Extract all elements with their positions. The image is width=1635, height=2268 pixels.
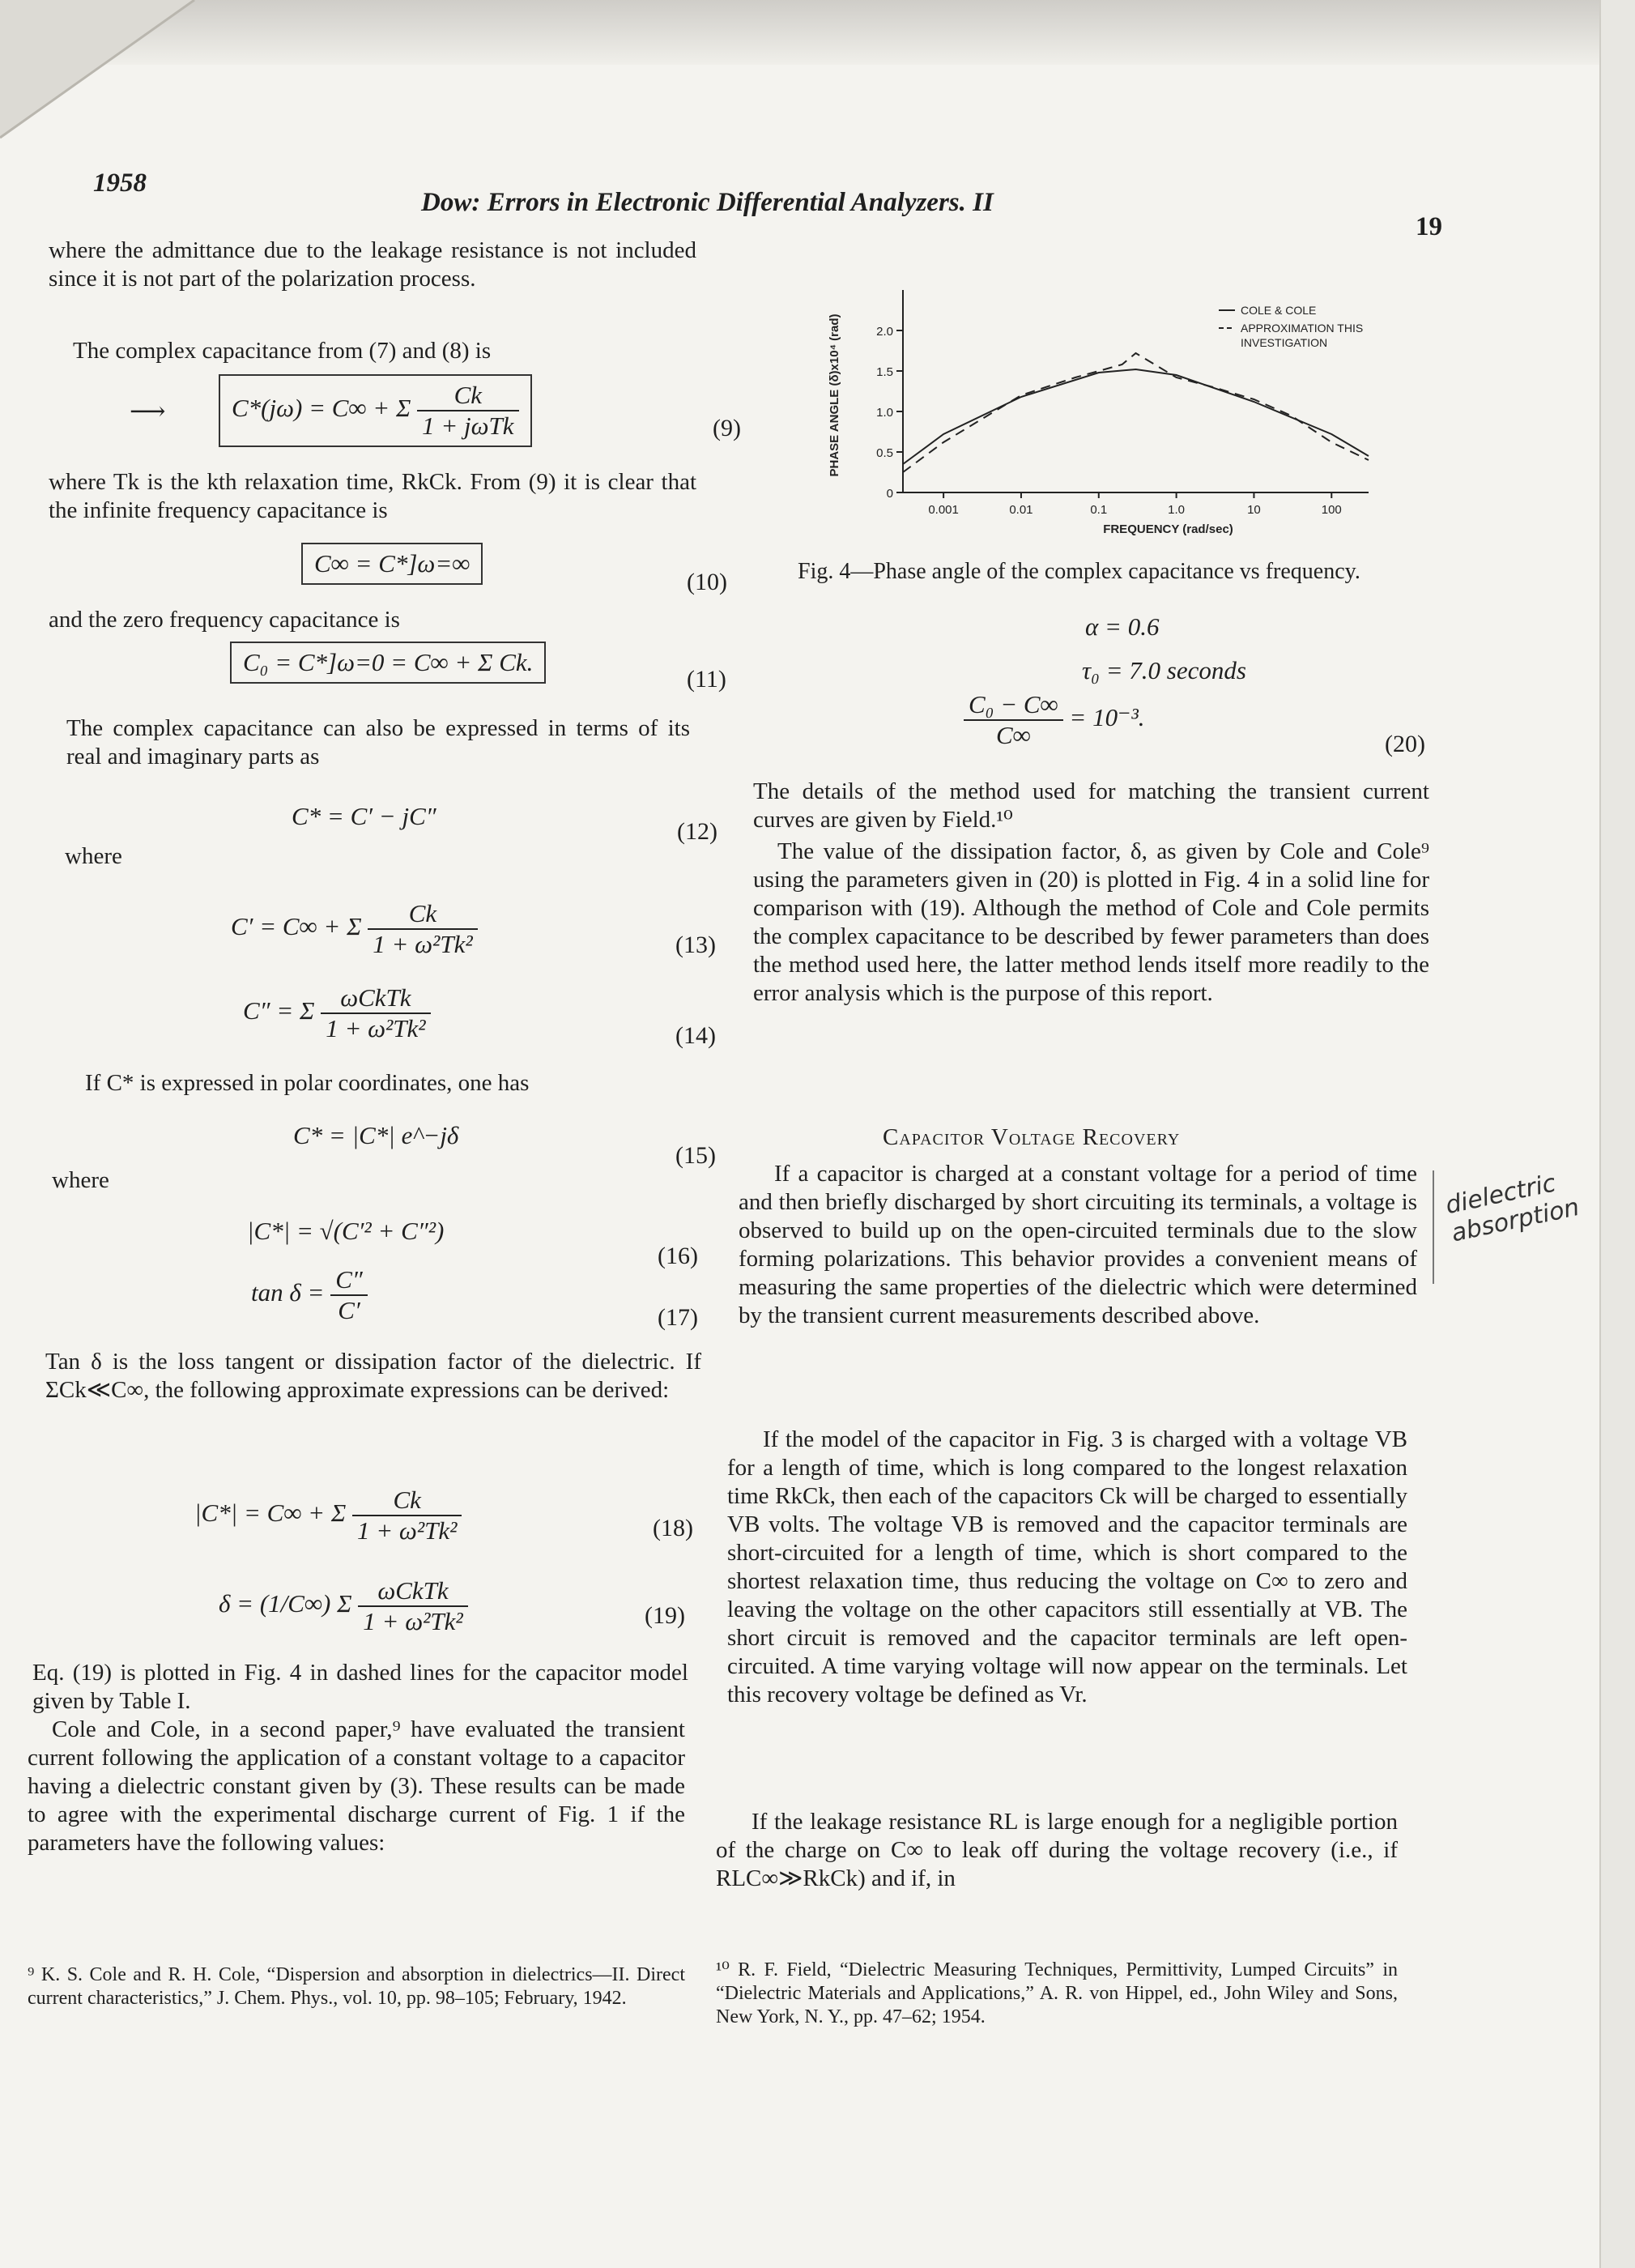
page-number: 19	[1416, 212, 1442, 241]
eq19-fraction	[358, 1576, 467, 1636]
eq13-number: (13)	[675, 932, 716, 958]
section-heading: Capacitor Voltage Recovery	[883, 1124, 1181, 1150]
eq18-number: (18)	[653, 1515, 693, 1541]
equation-20c	[964, 690, 1144, 750]
scan-right-edge	[1599, 0, 1635, 2268]
where-label-1: where	[65, 843, 122, 869]
eq14-num: ωCkTk	[321, 983, 430, 1014]
right-paragraph-4: If the model of the capacitor in Fig. 3 is charged with a voltage VB for a length of time, which is long compared to the longest relaxation time RkCk, then each of the capacitors Ck will be charged to essentially VB volts. The voltage VB is removed and the capacitor terminals are short-circuited for a length of time, which is short compared to the shortest relaxation time, thus reducing the voltage on C∞ to zero and leaving the voltage on the other capacitors still essentially at VB. The short circuit is removed and the capacitor terminals are left open-circuited. A time varying voltage will now appear on the terminals. Let this recovery voltage be defined as Vr.	[727, 1426, 1407, 1707]
eq13-lhs: C′ = C∞ + Σ	[231, 912, 362, 941]
eq19-number: (19)	[645, 1602, 685, 1629]
where-label-2: where	[52, 1167, 109, 1193]
x-tick-label: 0.001	[928, 503, 959, 517]
right-paragraph-3: If a capacitor is charged at a constant voltage for a period of time and then briefly discharged by short circuiting its terminals, a voltage is observed to build up on the open-circuited terminals due to the slow forming polarizations. This behavior provides a convenient means of measuring the same properties of the dielectric which were determined by the transient current measurements described above.	[739, 1161, 1417, 1328]
left-paragraph-9: Cole and Cole, in a second paper,⁹ have evaluated the transient current following the application of a constant voltage to a capacitor having a dielectric constant given by (3). These results can be made to agree with the experimental discharge current of Fig. 1 if the parameters have the following values:	[28, 1716, 685, 1856]
y-tick-label: 1.0	[876, 406, 893, 420]
eq11-number: (11)	[687, 666, 726, 693]
scan-top-edge	[0, 0, 1599, 65]
left-paragraph-3: where Tk is the kth relaxation time, RkCk. From (9) it is clear that the infinite frequency capacitance is	[49, 469, 696, 523]
eq14-den: 1 + ω²Tk²	[326, 1014, 426, 1042]
equation-20b: τ₀ = 7.0 seconds	[1082, 656, 1246, 684]
eq9-lhs: C*(jω) = C∞ + Σ	[232, 394, 411, 423]
y-axis-label: PHASE ANGLE (δ)x10⁴ (rad)	[828, 313, 841, 477]
eq10-number: (10)	[687, 569, 727, 595]
right-paragraph-5: If the leakage resistance RL is large enough for a negligible portion of the charge on C∞ to leak off during the voltage recovery (i.e., if RLC∞≫RkCk) and if, in	[716, 1809, 1398, 1891]
eq17-den: C′	[338, 1296, 360, 1324]
eq19-den: 1 + ω²Tk²	[363, 1607, 463, 1635]
equation-20a: α = 0.6	[1085, 612, 1160, 641]
eq20-number: (20)	[1385, 731, 1425, 757]
x-tick-label: 100	[1321, 503, 1342, 517]
eq19-lhs: δ = (1/C∞) Σ	[219, 1589, 352, 1618]
y-tick-label: 2.0	[876, 325, 893, 339]
equation-13	[231, 899, 478, 959]
legend-label: INVESTIGATION	[1241, 336, 1328, 349]
x-tick-label: 1.0	[1168, 503, 1186, 517]
running-title: Dow: Errors in Electronic Differential Analyzers. II	[421, 188, 994, 217]
eq17-lhs: tan δ =	[251, 1278, 325, 1307]
left-paragraph-4: and the zero frequency capacitance is	[49, 607, 400, 633]
eq18-lhs: |C*| = C∞ + Σ	[194, 1498, 347, 1528]
hand-arrow: ⟶	[130, 397, 166, 425]
x-axis-label: FREQUENCY (rad/sec)	[1103, 522, 1233, 536]
y-tick-label: 0	[886, 487, 893, 501]
equation-11: C₀ = C*]ω=0 = C∞ + Σ Ck.	[230, 642, 546, 684]
eq14-lhs: C″ = Σ	[243, 996, 315, 1025]
right-paragraph-2: The value of the dissipation factor, δ, as given by Cole and Cole⁹ using the parameters given in (20) is plotted in Fig. 4 in a solid line for comparison with (19). Although the method of Cole and Cole permits the complex capacitance to be described by fewer parameters than does the method used here, the latter method lends itself more readily to the error analysis which is the purpose of this report.	[753, 838, 1429, 1006]
eq20c-den: C∞	[995, 721, 1031, 749]
y-tick-label: 0.5	[876, 446, 893, 460]
footnote-10: ¹⁰ R. F. Field, “Dielectric Measuring Techniques, Permittivity, Lumped Circuits” in “Dielectric Materials and Applications,” A. R. von Hippel, ed., John Wiley and Sons, New York, N. Y., pp. 47–62; 1954.	[716, 1959, 1398, 2027]
eq17-fraction	[330, 1265, 368, 1325]
equation-14	[243, 983, 431, 1043]
margin-bracket	[1425, 1166, 1441, 1288]
right-paragraph-1: The details of the method used for matching the transient current curves are given by Field.¹⁰	[753, 778, 1429, 833]
figure-4-chart	[810, 258, 1425, 557]
equation-17	[251, 1265, 368, 1325]
eq20c-num: C₀ − C∞	[964, 690, 1063, 721]
eq18-den: 1 + ω²Tk²	[357, 1516, 458, 1545]
left-paragraph-1: where the admittance due to the leakage resistance is not included since it is not part of the polarization process.	[49, 237, 696, 292]
eq14-number: (14)	[675, 1022, 716, 1049]
eq19-num: ωCkTk	[358, 1576, 467, 1607]
equation-19	[219, 1576, 468, 1636]
eq17-num: C″	[330, 1265, 368, 1296]
footnote-9: ⁹ K. S. Cole and R. H. Cole, “Dispersion and absorption in dielectrics—II. Direct current characteristics,” J. Chem. Phys., vol. 10, pp. 98–105; February, 1942.	[28, 1964, 685, 2009]
equation-9	[219, 374, 532, 447]
legend-label: COLE & COLE	[1241, 304, 1317, 317]
eq12-number: (12)	[677, 818, 717, 845]
left-paragraph-2: The complex capacitance from (7) and (8) is	[73, 338, 492, 364]
eq20c-rhs: = 10⁻³.	[1069, 703, 1145, 732]
left-paragraph-7: Tan δ is the loss tangent or dissipation factor of the dielectric. If ΣCk≪C∞, the following approximate expressions can be derived:	[45, 1349, 701, 1403]
left-paragraph-5: The complex capacitance can also be expressed in terms of its real and imaginary parts as	[66, 715, 690, 770]
eq20c-fraction	[964, 690, 1063, 750]
left-paragraph-8: Eq. (19) is plotted in Fig. 4 in dashed lines for the capacitor model given by Table I.	[32, 1660, 688, 1714]
x-tick-label: 0.1	[1090, 503, 1108, 517]
series-line-1	[903, 369, 1369, 464]
legend-label: APPROXIMATION THIS	[1241, 322, 1364, 335]
series-line-2	[903, 353, 1369, 472]
eq13-den: 1 + ω²Tk²	[373, 930, 473, 958]
x-tick-label: 10	[1247, 503, 1261, 517]
eq9-fraction	[417, 381, 518, 441]
eq14-fraction	[321, 983, 430, 1043]
equation-16: |C*| = √(C′² + C″²)	[247, 1217, 445, 1245]
folded-corner	[0, 0, 211, 146]
left-paragraph-6: If C* is expressed in polar coordinates, one has	[85, 1070, 530, 1096]
eq9-number: (9)	[713, 415, 741, 441]
eq9-num: Ck	[417, 381, 518, 411]
equation-12: C* = C′ − jC″	[292, 802, 436, 830]
equation-10: C∞ = C*]ω=∞	[301, 543, 483, 585]
x-tick-label: 0.01	[1009, 503, 1033, 517]
figure-4-caption: Fig. 4—Phase angle of the complex capacitance vs frequency.	[798, 559, 1360, 584]
eq9-den: 1 + jωTk	[422, 411, 514, 440]
eq15-number: (15)	[675, 1142, 716, 1169]
eq13-fraction	[368, 899, 477, 959]
eq16-number: (16)	[658, 1243, 698, 1269]
eq18-fraction	[352, 1486, 462, 1545]
equation-15: C* = |C*| e^−jδ	[293, 1121, 459, 1149]
eq17-number: (17)	[658, 1304, 698, 1331]
header-year: 1958	[93, 168, 147, 198]
equation-18	[194, 1486, 462, 1545]
y-tick-label: 1.5	[876, 365, 893, 379]
eq13-num: Ck	[368, 899, 477, 930]
handwritten-margin-note: dielectric absorption	[1443, 1169, 1582, 1248]
eq18-num: Ck	[352, 1486, 462, 1516]
